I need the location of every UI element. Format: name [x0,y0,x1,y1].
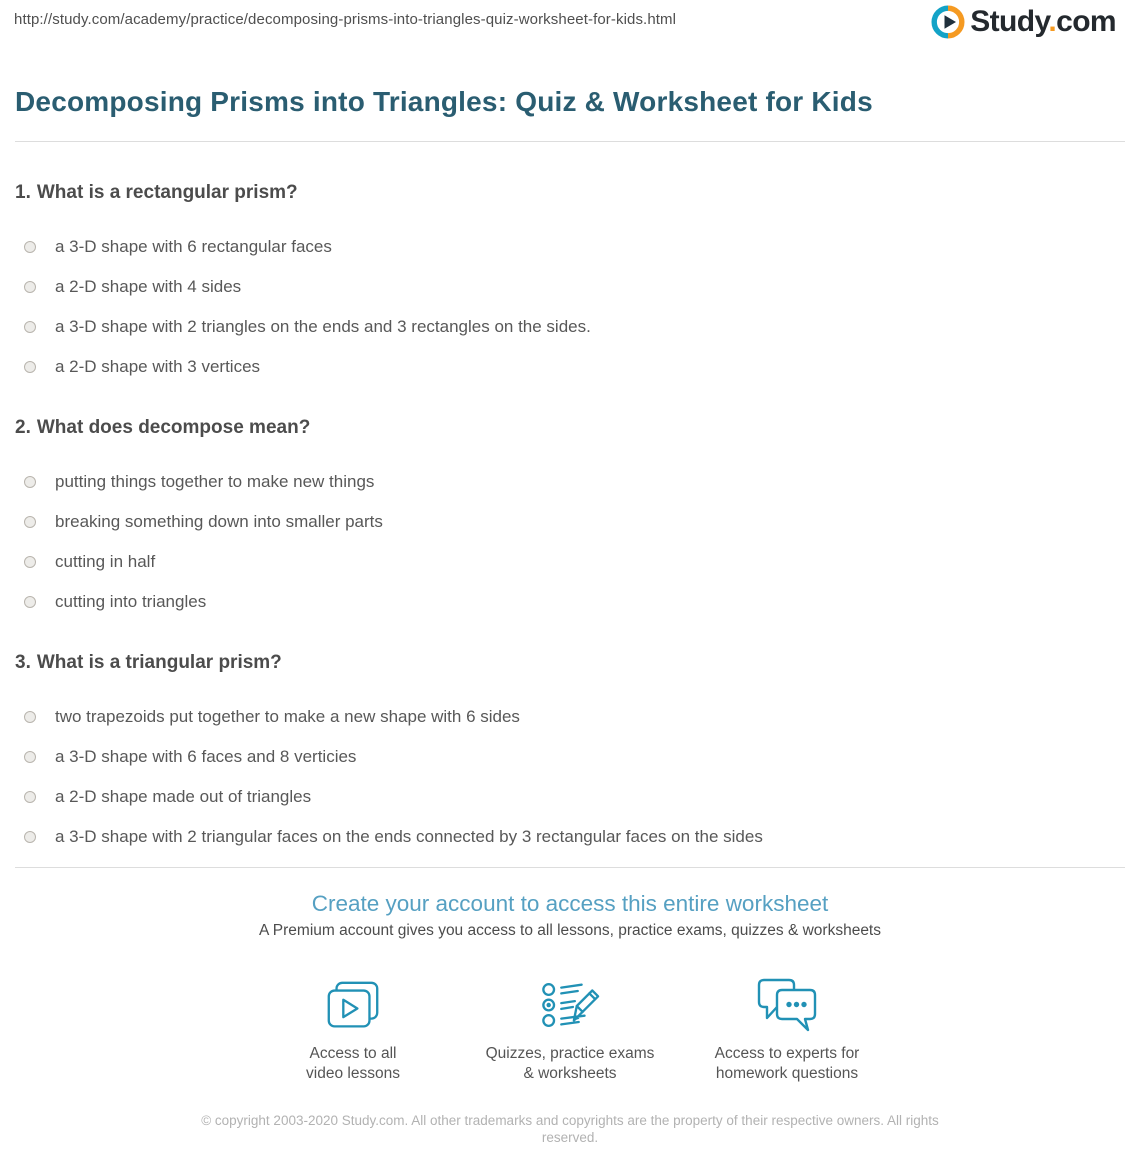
question-3-heading [15,650,1125,676]
logo-dot: . [1048,5,1057,38]
answer-option-label: a 3-D shape with 6 faces and 8 verticies [55,747,357,766]
radio-button[interactable] [24,791,36,803]
answer-option-label: a 2-D shape with 4 sides [55,277,242,296]
answer-option-label: putting things together to make new things [55,472,375,491]
answer-option[interactable] [15,746,1125,767]
answer-option-label: a 2-D shape with 3 vertices [55,357,261,376]
page-header [0,0,1140,58]
quiz-pencil-icon [462,973,679,1035]
answer-option-label: cutting in half [55,552,156,571]
question-2 [15,415,1125,612]
answer-option[interactable] [15,786,1125,807]
radio-button[interactable] [24,281,36,293]
answer-option[interactable] [15,236,1125,257]
radio-button[interactable] [24,321,36,333]
question-text: What is a rectangular prism? [36,182,298,203]
create-account-link[interactable]: Create your account to access this entire worksheet [311,891,829,916]
radio-button[interactable] [24,476,36,488]
answer-option-label: a 3-D shape with 2 triangular faces on the ends connected by 3 rectangular faces on the sides [55,827,763,846]
question-text: What does decompose mean? [36,417,311,438]
study-logo[interactable] [931,5,1116,39]
question-3 [15,650,1125,847]
logo-wordmark [970,5,1116,39]
question-text: What is a triangular prism? [36,652,282,673]
radio-button[interactable] [24,751,36,763]
answer-option[interactable] [15,591,1125,612]
question-number: 1. [15,182,31,203]
copyright-notice: © copyright 2003-2020 Study.com. All other trademarks and copyrights are the property of their respective owners. All rights reserved. [201,1113,939,1145]
main-content [0,82,1140,1174]
question-number: 3. [15,652,31,673]
question-number: 2. [15,417,31,438]
question-2-heading [15,415,1125,441]
radio-button[interactable] [24,516,36,528]
logo-study: Study [970,5,1049,38]
answer-option[interactable] [15,511,1125,532]
question-1-heading [15,180,1125,206]
radio-button[interactable] [24,241,36,253]
radio-button[interactable] [24,831,36,843]
page-url: http://study.com/academy/practice/decomposing-prisms-into-triangles-quiz-worksheet-for-kids.html [14,11,677,28]
answer-option[interactable] [15,471,1125,492]
answer-option-label: cutting into triangles [55,592,207,611]
feature-video-lessons [245,973,462,1084]
answer-option-label: a 3-D shape with 2 triangles on the ends and 3 rectangles on the sides. [55,317,591,336]
answer-option[interactable] [15,356,1125,377]
radio-button[interactable] [24,596,36,608]
feature-label: Access to experts for homework questions [714,1045,860,1082]
feature-label: Access to all video lessons [306,1045,400,1082]
answer-option[interactable] [15,826,1125,847]
feature-experts [679,973,896,1084]
answer-option[interactable] [15,316,1125,337]
premium-subheading: A Premium account gives you access to all lessons, practice exams, quizzes & worksheets [259,922,881,939]
radio-button[interactable] [24,361,36,373]
title-divider [15,141,1125,142]
chat-experts-icon [679,973,896,1035]
radio-button[interactable] [24,711,36,723]
page-title: Decomposing Prisms into Triangles: Quiz & Worksheet for Kids [15,86,873,117]
video-lessons-icon [245,973,462,1035]
feature-label: Quizzes, practice exams & worksheets [485,1045,655,1082]
answer-option[interactable] [15,706,1125,727]
logo-com: com [1056,5,1116,38]
answer-option-label: a 2-D shape made out of triangles [55,787,312,806]
question-1 [15,180,1125,377]
answer-option[interactable] [15,551,1125,572]
feature-quizzes [462,973,679,1084]
feature-row [15,973,1125,1084]
answer-option-label: breaking something down into smaller parts [55,512,383,531]
play-circle-logo-icon [931,5,965,39]
answer-option-label: a 3-D shape with 6 rectangular faces [55,237,332,256]
cta-divider [15,867,1125,868]
radio-button[interactable] [24,556,36,568]
answer-option[interactable] [15,276,1125,297]
answer-option-label: two trapezoids put together to make a new shape with 6 sides [55,707,520,726]
